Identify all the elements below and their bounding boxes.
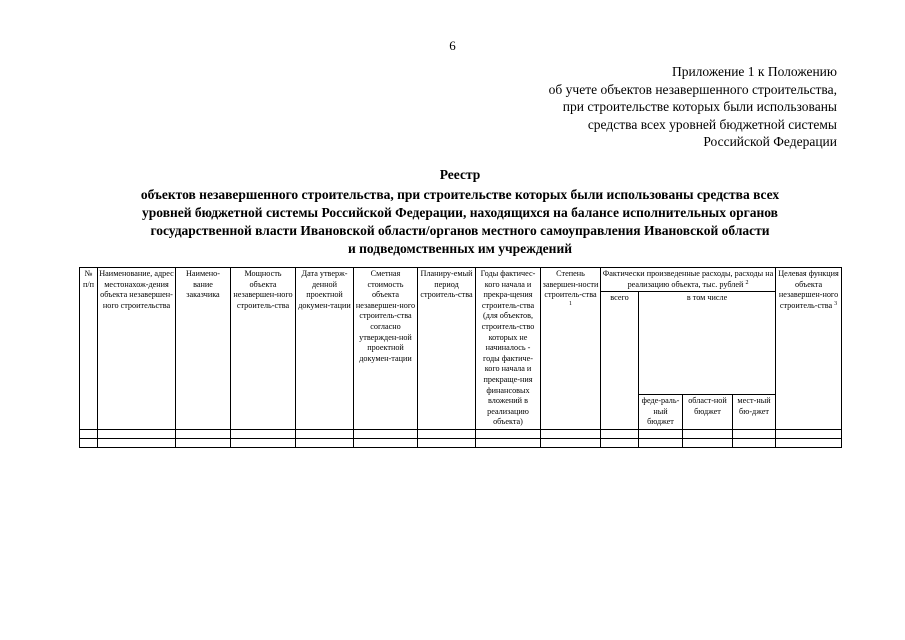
col-header-name: Наименование, адрес местонахож-дения объекта незавершен-ного строительства — [98, 268, 176, 430]
col-header-readiness — [541, 268, 601, 430]
footnote-1-marker: 1 — [569, 300, 572, 307]
title-line: и подведомственных им учреждений — [347, 241, 573, 256]
appendix-line: при строительстве которых были использованы — [562, 99, 837, 114]
col-header-function — [776, 268, 842, 430]
col-header-local: мест-ный бю-джет — [733, 395, 776, 430]
appendix-line: об учете объектов незавершенного строительства, — [548, 81, 837, 97]
col-header-customer: Наимено-вание заказчика — [176, 268, 231, 430]
function-label: Целевая функция объекта незавершен-ного строитель-ства — [778, 269, 839, 310]
col-header-expenses — [601, 268, 776, 292]
col-header-including: в том числе — [639, 292, 776, 395]
col-header-capacity: Мощность объекта незавершен-ного строитель-ства — [231, 268, 296, 430]
title-line: государственной власти Ивановской области/органов местного самоуправления Ивановской области — [150, 223, 770, 238]
col-header-approval-date: Дата утверж-денной проектной докумен-тации — [296, 268, 354, 430]
page-number: 6 — [449, 38, 456, 53]
col-header-federal: феде-раль-ный бюджет — [639, 395, 683, 430]
appendix-line: Приложение 1 к Положению — [671, 64, 837, 79]
title-line: уровней бюджетной системы Российской Федерации, находящихся на балансе исполнительных органов — [142, 205, 778, 220]
appendix-line: Российской Федерации — [703, 134, 837, 149]
col-header-total: всего — [601, 292, 639, 430]
register-table — [79, 267, 842, 448]
readiness-label: Степень завершен-ности строитель-ства — [542, 269, 599, 300]
document-title — [90, 166, 830, 258]
col-header-estimated-cost: Сметная стоимость объекта незавершен-ного строитель-ства согласно утвержден-ной проектной докумен-тации — [354, 268, 418, 430]
table-row — [80, 429, 842, 438]
appendix-reference — [549, 63, 837, 151]
footnote-3-marker: 3 — [834, 300, 838, 307]
header-row — [80, 268, 842, 292]
appendix-line: средства всех уровней бюджетной системы — [587, 116, 837, 132]
col-header-years: Годы фактичес-кого начала и прекра-щения строитель-ства (для объектов, строитель-ство которых не начиналось - годы фактиче-кого начала и прекраще-ния финансовых вложений в реализацию объекта) — [476, 268, 541, 430]
col-header-regional: област-ной бюджет — [683, 395, 733, 430]
table-row — [80, 438, 842, 447]
title-heading: Реестр — [439, 167, 481, 182]
expenses-label: Фактически произведенные расходы, расходы на реализацию объекта, тыс. рублей — [602, 269, 774, 289]
col-header-num: № п/п — [80, 268, 98, 430]
footnote-2-marker: 2 — [745, 279, 749, 286]
title-line: объектов незавершенного строительства, при строительстве которых были использованы средства всех — [140, 187, 780, 202]
col-header-planned-period: Планиру-емый период строитель-ства — [418, 268, 476, 430]
